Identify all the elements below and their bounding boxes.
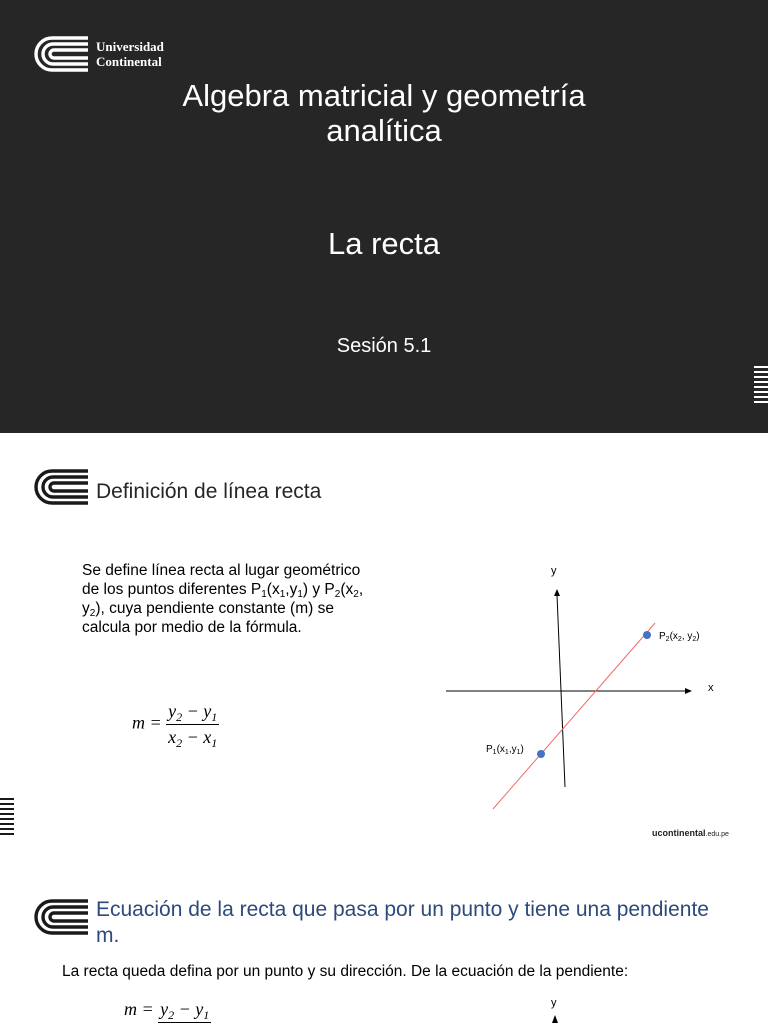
text-part: (x	[340, 581, 354, 598]
f-sub: 1	[203, 1008, 210, 1022]
watermark-main: ucontinental	[652, 828, 706, 838]
definition-text	[82, 561, 372, 637]
slope-formula	[124, 999, 211, 1023]
ucontinental-watermark	[652, 828, 729, 838]
p1-label	[486, 744, 524, 755]
p-sub: 1	[492, 749, 497, 756]
universidad-continental-logo-icon	[34, 34, 90, 74]
text-sub: 1	[261, 589, 267, 600]
p-part: P	[659, 631, 666, 642]
f-part: − y	[182, 701, 212, 721]
slide-heading: Definición de línea recta	[96, 480, 322, 503]
formula-numerator	[158, 999, 211, 1023]
y-axis-label: y	[551, 997, 557, 1009]
f-sub: 2	[168, 1008, 175, 1022]
point-slope-slide	[0, 863, 768, 1024]
title-slide	[0, 0, 768, 433]
y-axis-arrow	[554, 589, 560, 596]
universidad-continental-logo-icon	[34, 467, 90, 507]
side-bars-icon	[0, 798, 14, 838]
p2-label	[659, 631, 700, 642]
subtitle: La recta	[327, 226, 440, 261]
p-part: ,y	[508, 744, 517, 755]
x-axis-arrow	[685, 688, 692, 694]
p-part: P	[486, 744, 493, 755]
watermark-suffix: .edu.pe	[705, 831, 729, 838]
p-sub: 1	[504, 749, 509, 756]
slope-formula	[132, 701, 219, 748]
side-bars-icon	[754, 366, 768, 406]
formula-denominator	[166, 725, 219, 748]
p-sub: 1	[516, 749, 521, 756]
p-part: (x	[496, 744, 505, 755]
formula-lhs: m =	[132, 712, 162, 733]
x-axis-label: x	[708, 682, 714, 694]
text-sub: 2	[89, 608, 96, 619]
f-part: x	[168, 727, 177, 747]
universidad-continental-logo-icon	[34, 897, 90, 937]
formula-lhs: m =	[124, 999, 154, 1020]
p-part: )	[520, 744, 524, 755]
text-sub: 2	[334, 589, 341, 600]
red-line	[493, 623, 655, 809]
formula-fraction	[158, 999, 211, 1023]
f-sub: 2	[176, 710, 183, 724]
text-sub: 1	[279, 589, 286, 600]
p-part: (x	[669, 631, 678, 642]
brand-line-1: Universidad	[96, 39, 164, 54]
f-sub: 2	[176, 736, 183, 750]
formula-fraction	[166, 701, 219, 748]
definition-slide	[0, 433, 768, 863]
text-part: ) y P	[302, 581, 335, 598]
p-part: , y	[681, 631, 693, 642]
y-axis-label: y	[551, 565, 557, 577]
text-part: (x	[266, 581, 280, 598]
f-part: − y	[174, 999, 204, 1019]
point-p1	[537, 750, 545, 758]
p-sub: 2	[665, 636, 670, 643]
p-part: )	[696, 631, 700, 642]
p-sub: 2	[677, 636, 682, 643]
f-part: y	[168, 701, 177, 721]
text-sub: 2	[353, 589, 359, 600]
formula-numerator	[166, 701, 219, 725]
line-graph	[440, 553, 720, 813]
p-sub: 2	[692, 636, 697, 643]
brand-name	[96, 39, 164, 69]
main-title	[0, 78, 768, 148]
slide-heading: Ecuación de la recta que pasa por un punto y tiene una pendiente m.	[96, 898, 709, 947]
f-part: y	[160, 999, 169, 1019]
f-sub: 1	[211, 736, 218, 750]
point-p2	[643, 631, 651, 639]
text-part: Se define línea recta al lugar geométrico de los puntos diferentes P	[82, 562, 361, 598]
text-part: , y	[82, 581, 364, 617]
text-sub: 1	[297, 589, 303, 600]
intro-text: La recta queda defina por un punto y su dirección. De la ecuación de la pendiente:	[62, 963, 629, 980]
text-part: ), cuya pendiente constante (m) se calcula por medio de la fórmula.	[82, 600, 334, 636]
f-part: − x	[182, 727, 212, 747]
f-sub: 1	[211, 710, 218, 724]
session-label: Sesión 5.1	[336, 335, 432, 357]
y-axis-arrow	[550, 1015, 560, 1024]
main-title-text: Algebra matricial y geometría analítica	[182, 78, 586, 148]
text-part: ,y	[285, 581, 298, 598]
brand-line-2: Continental	[96, 54, 162, 69]
